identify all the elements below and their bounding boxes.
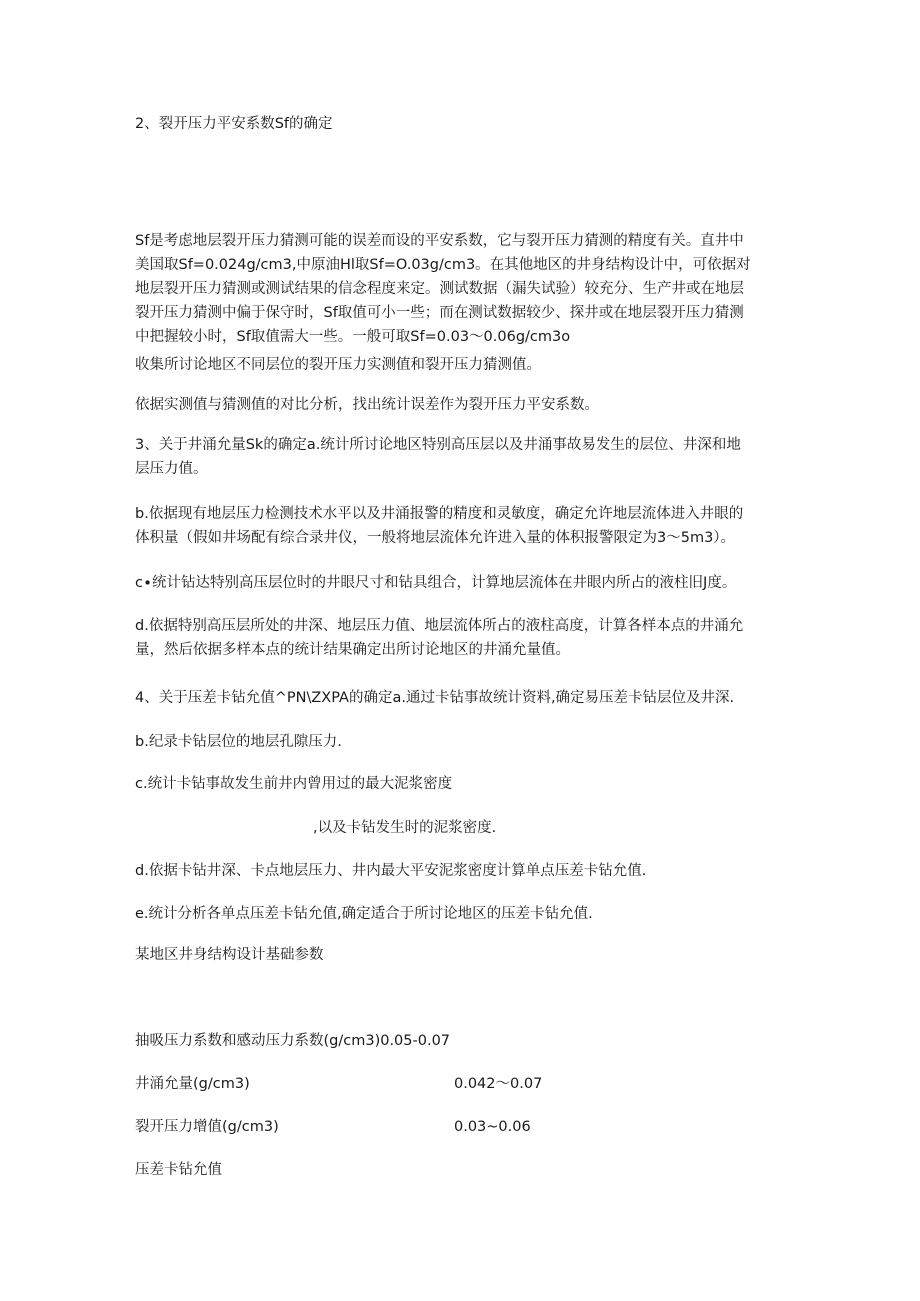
item-3b (135, 502, 795, 550)
param-value: 0.042～0.07 (454, 1076, 543, 1092)
section-heading-2: 2、裂开压力平安系数Sf的确定 (135, 116, 333, 132)
item-4c-continuation: ,以及卡钻发生时的泥浆密度. (313, 820, 497, 836)
paragraph-line: 体积量（假如井场配有综合录井仪，一般将地层流体允许进入量的体积报警限定为3～5m3）。 (135, 530, 736, 546)
paragraph-line: 量，然后依据多样本点的统计结果确定出所讨论地区的井涌允量值。 (135, 642, 570, 658)
item-4e: e.统计分析各单点压差卡钻允值,确定适合于所讨论地区的压差卡钻允值. (135, 906, 593, 922)
item-4c: c.统计卡钻事故发生前井内曾用过的最大泥浆密度 (135, 776, 453, 792)
paragraph-line: 美国取Sf=0.024g/cm3,中原油Hl取Sf=O.03g/cm3。在其他地区的井身结构设计中，可依据对 (135, 257, 751, 273)
item-4b: b.纪录卡钻层位的地层孔隙压力. (135, 734, 342, 750)
paragraph-line: 中把握较小时，Sf取值需大一些。一般可取Sf=0.03～0.06g∕cm3o (135, 329, 571, 345)
param-value: 0.03~0.06 (454, 1119, 531, 1135)
paragraph-line: b.依据现有地层压力检测技术水平以及井涌报警的精度和灵敏度，确定允许地层流体进入井眼的 (135, 506, 744, 522)
item-3c: c∙统计钻达特别高压层位时的井眼尺寸和钻具组合，计算地层流体在井眼内所占的液柱旧J度。 (135, 575, 737, 591)
item-3a (135, 433, 795, 481)
paragraph-line: 地层裂开压力猜测或测试结果的信念程度来定。测试数据（漏失试验）较充分、生产井或在地层 (135, 281, 744, 297)
param-label: 抽吸压力系数和感动压力系数(g/cm3)0.05-0.07 (135, 1033, 451, 1049)
item-4d: d.依据卡钻井深、卡点地层压力、井内最大平安泥浆密度计算单点压差卡钻允值. (135, 863, 647, 879)
param-label: 井涌允量(g/cm3) (135, 1076, 250, 1092)
param-label: 压差卡钻允值 (135, 1162, 222, 1178)
paragraph-line: Sf是考虑地层裂开压力猜测可能的误差而设的平安系数，它与裂开压力猜测的精度有关。直井中 (135, 233, 744, 249)
paragraph-line: d.依据特别高压层所处的井深、地层压力值、地层流体所占的液柱高度，计算各样本点的井涌允 (135, 618, 744, 634)
paragraph-line: 裂开压力猜测中偏于保守时，Sf取值可小一些；而在测试数据较少、探井或在地层裂开压力猜测 (135, 305, 744, 321)
sf-paragraph (135, 229, 795, 349)
table-title: 某地区井身结构设计基础参数 (135, 947, 324, 963)
compare-paragraph: 依据实测值与猜测值的对比分析，找出统计误差作为裂开压力平安系数。 (135, 397, 599, 413)
collect-paragraph: 收集所讨论地区不同层位的裂开压力实测值和裂开压力猜测值。 (135, 357, 541, 373)
item-4a: 4、关于压差卡钻允值^PN\ZXPA的确定a.通过卡钻事故统计资料,确定易压差卡钻层位及井深. (135, 690, 735, 706)
param-label: 裂开压力增值(g/cm3) (135, 1119, 279, 1135)
item-3d (135, 614, 795, 662)
paragraph-line: 层压力值。 (135, 461, 208, 477)
paragraph-line: 3、关于井涌允量Sk的确定a.统计所讨论地区特别高压层以及井涌事故易发生的层位、井深和地 (135, 437, 741, 453)
